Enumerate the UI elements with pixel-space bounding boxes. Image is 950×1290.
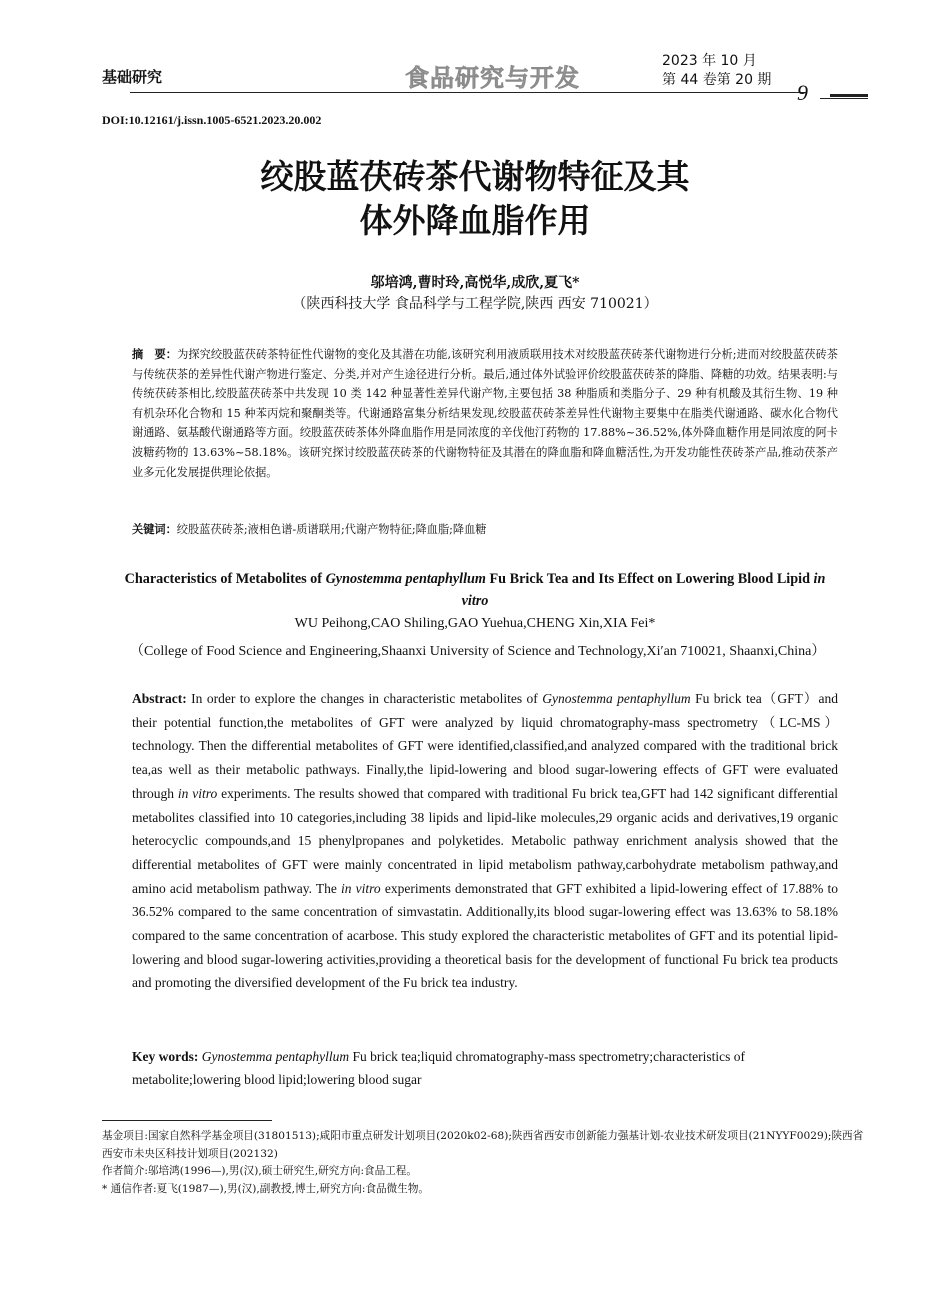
en-keywords-species: Gynostemma pentaphyllum [201, 1049, 350, 1064]
page-number-rule [830, 94, 868, 97]
cn-affiliation: （陕西科技大学 食品科学与工程学院,陕西 西安 710021） [292, 296, 658, 312]
en-keywords-text: Fu brick tea;liquid chromatography-mass spectrometry;characteristics of metabolite;lowering blood lipid;lowering blood sugar [132, 1049, 745, 1088]
header-rule [130, 92, 806, 93]
page-number: 9 [797, 80, 808, 105]
volume-issue: 第 44 卷第 20 期 [662, 72, 772, 88]
footnote-rule [102, 1120, 272, 1121]
journal-name: 食品研究与开发 [405, 64, 580, 92]
en-abstract-species: Gynostemma pentaphyllum [542, 691, 691, 706]
cn-abstract [132, 345, 838, 482]
en-abstract-part-1: In order to explore the changes in characteristic metabolites of [186, 691, 543, 706]
en-title [120, 568, 830, 612]
en-abstract-part-2: Fu brick tea（GFT）and their potential function,the metabolites of GFT were analyzed by liquid chromatography-mass spectrometry（LC-MS）technology. Then the differential metabolites of GFT were identified,classified,and analyzed compared with the traditional brick tea,as well as their metabolic pathways. Finally,the lipid-lowering and blood sugar-lowering effects of GFT were evaluated through [132, 691, 838, 801]
en-title-invitro: in vitro [461, 571, 826, 609]
cn-title-line-1: 绞股蓝茯砖茶代谢物特征及其 [260, 157, 690, 196]
cn-title-line-2: 体外降血脂作用 [359, 201, 591, 240]
cn-keywords-label: 关键词： [132, 523, 177, 536]
en-keywords-label: Key words: [132, 1049, 199, 1064]
footnotes [102, 1128, 872, 1198]
en-abstract-invitro-1: in vitro [177, 785, 218, 801]
page-number-rule-thin [820, 98, 868, 99]
cn-abstract-text: 为探究绞股蓝茯砖茶特征性代谢物的变化及其潜在功能,该研究利用液质联用技术对绞股蓝茯砖茶代谢物进行分析;进而对绞股蓝茯砖茶与传统茯茶的差异性代谢产物进行鉴定、分类,并对产生途径进行分析。最后,通过体外试验评价绞股蓝茯砖茶的降脂、降糖的功效。结果表明:与传统茯砖茶相比,绞股蓝茯砖茶中共发现 10 类 142 种显著性差异代谢产物,主要包括 38 种脂质和类脂分子、29 种有机酸及其衍生物、19 种有机杂环化合物和 15 种苯丙烷和聚酮类等。代谢通路富集分析结果发现,绞股蓝茯砖茶差异性代谢物主要集中在脂类代谢通路、碳水化合物代谢通路、氨基酸代谢通路等方面。绞股蓝茯砖茶体外降血脂作用是同浓度的辛伐他汀药物的 17.88%~36.52%,体外降血糖作用是同浓度的阿卡波糖药物的 13.63%~58.18%。该研究探讨绞股蓝茯砖茶的代谢物特征及其潜在的降血脂和降血糖活性,为开发功能性茯砖茶产品,推动茯茶产业多元化发展提供理论依据。 [132, 348, 838, 479]
en-abstract-part-4: experiments demonstrated that GFT exhibited a lipid-lowering effect of 17.88% to 36.52% compared to the same concentration of simvastatin. Additionally,its blood sugar-lowering effect was 13.63% to 58.18% compared to the same concentration of acarbose. This study explored the characteristic metabolites of GFT and its potential lipid-lowering and blood sugar-lowering activities,providing a theoretical basis for the development of functional Fu brick tea products and promoting the diversified development of the Fu brick tea industry. [132, 880, 838, 991]
cn-authors: 邬培鸿,曹时玲,高悦华,成欣,夏飞* [370, 275, 580, 291]
en-abstract-invitro-2: in vitro [341, 880, 381, 896]
en-keywords [132, 1045, 838, 1092]
cn-keywords-text: 绞股蓝茯砖茶;液相色谱-质谱联用;代谢产物特征;降血脂;降血糖 [176, 523, 487, 536]
cn-keywords [132, 520, 838, 539]
footnote-author-intro: 作者简介:邬培鸿(1996—),男(汉),硕士研究生,研究方向:食品工程。 [102, 1165, 417, 1177]
section-label: 基础研究 [102, 68, 163, 86]
en-affiliation: （College of Food Science and Engineering,Shaanxi University of Science and Technology,Xi′an 710021, Shaanxi,China） [130, 644, 826, 659]
issue-info [662, 52, 771, 90]
en-abstract [132, 687, 838, 995]
en-abstract-label: Abstract: [132, 691, 187, 706]
doi: DOI:10.12161/j.issn.1005-6521.2023.20.002 [102, 113, 322, 127]
en-authors: WU Peihong,CAO Shiling,GAO Yuehua,CHENG Xin,XIA Fei* [294, 616, 656, 631]
en-title-species: Gynostemma pentaphyllum [325, 571, 486, 587]
footnote-corresponding: * 通信作者:夏飞(1987—),男(汉),副教授,博士,研究方向:食品微生物。 [102, 1182, 430, 1195]
en-title-part-2: Fu Brick Tea and Its Effect on Lowering Blood Lipid [485, 571, 814, 587]
cn-abstract-label: 摘 要： [132, 348, 178, 361]
en-abstract-part-3: experiments. The results showed that compared with traditional Fu brick tea,GFT had 142 significant differential metabolites classified into 10 categories,including 38 lipids and lipid-like molecules,29 organic acids and derivatives,19 organic heterocyclic compounds,and 15 phenylpropanes and polyketides. Metabolic pathway enrichment analysis showed that the differential metabolites of GFT were mainly concentrated in lipid metabolism pathway,carbohydrate metabolism pathway,and amino acid metabolism pathway. The [132, 785, 838, 896]
en-title-part-1: Characteristics of Metabolites of [124, 571, 326, 587]
footnote-funding: 基金项目:国家自然科学基金项目(31801513);咸阳市重点研发计划项目(2020k02-68);陕西省西安市创新能力强基计划-农业技术研发项目(21NYYF0029);陕西省西安市未央区科技计划项目(202132) [102, 1130, 864, 1160]
issue-date: 2023 年 10 月 [662, 53, 757, 69]
cn-title [120, 155, 830, 243]
